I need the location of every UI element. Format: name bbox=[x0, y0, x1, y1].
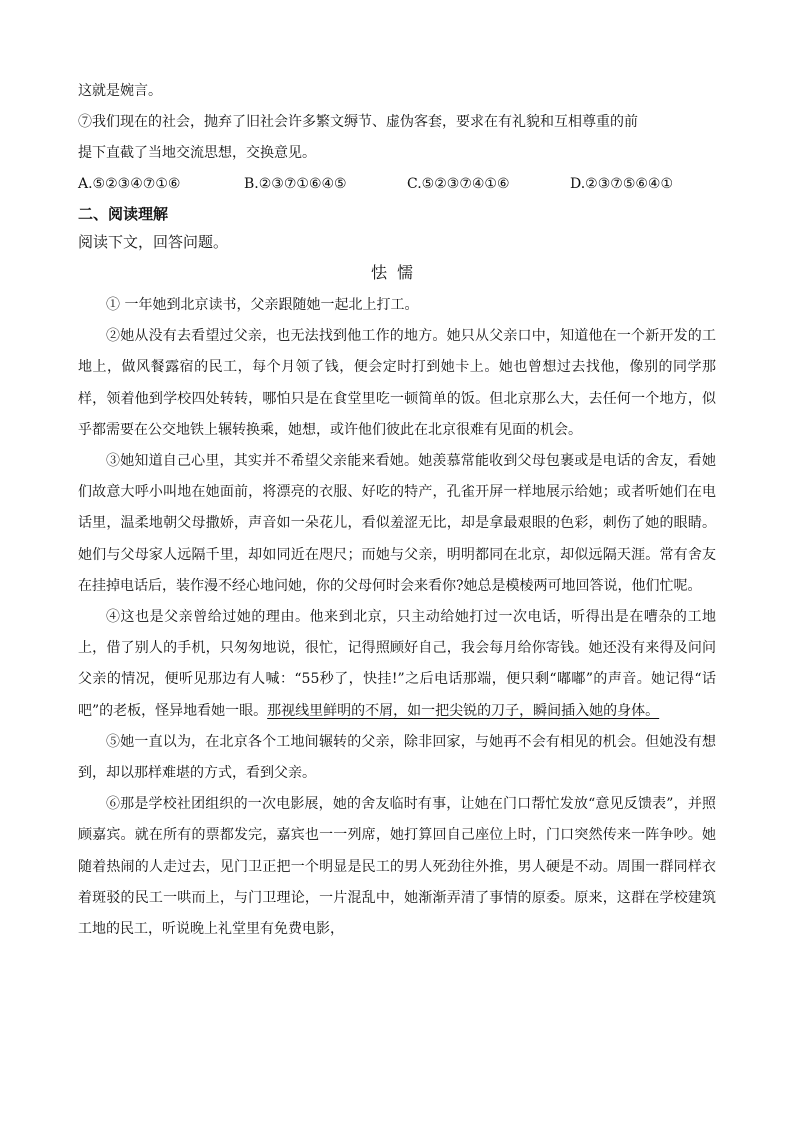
article-paragraph-4 bbox=[78, 602, 716, 727]
section-heading: 二、阅读理解 bbox=[78, 205, 169, 223]
prev-question-line-2: ⑦我们现在的社会，抛弃了旧社会许多繁文缛节、虚伪客套，要求在有礼貌和互相尊重的前 bbox=[78, 114, 638, 130]
article-paragraph-6: ⑥那是学校社团组织的一次电影展，她的舍友临时有事，让她在门口帮忙发放“意见反馈表”，并照顾嘉宾。就在所有的票都发完，嘉宾也一一列席，她打算回自己座位上时，门口突然传来一阵争吵。她随着热闹的人走过去，见门卫正把一个明显是民工的男人死劲往外推，男人硬是不动。周围一群同样衣着斑驳的民工一哄而上，与门卫理论，一片混乱中，她渐渐弄清了事情的原委。原来，这群在学校建筑工地的民工，听说晚上礼堂里有免费电影， bbox=[78, 796, 716, 938]
answer-options bbox=[78, 169, 716, 200]
prev-question-line-3: 提下直截了当地交流思想，交换意见。 bbox=[78, 145, 316, 161]
article-paragraph-2: ②她从没有去看望过父亲，也无法找到他工作的地方。她只从父亲口中，知道他在一个新开发的工地上，做风餐露宿的民工，每个月领了钱，便会定时打到她卡上。她也曾想过去找他，像别的同学那样，领着他到学校四处转转，哪怕只是在食堂里吃一顿简单的饭。但北京那么大，去任何一个地方，似乎都需要在公交地铁上辗转换乘，她想，或许他们彼此在北京很难有见面的机会。 bbox=[78, 328, 716, 438]
article-title: 怯懦 bbox=[370, 263, 423, 282]
option-c: C.⑤②③⑦④①⑥ bbox=[407, 176, 510, 192]
underlined-sentence: 那视线里鲜明的不屑，如一把尖锐的刀子，瞬间插入她的身体。 bbox=[267, 702, 660, 719]
option-b: B.②③⑦①⑥④⑤ bbox=[244, 176, 347, 192]
section-instruction: 阅读下文，回答问题。 bbox=[78, 233, 229, 251]
prev-question-line-1: 这就是婉言。 bbox=[78, 83, 162, 99]
article-paragraph-5: ⑤她一直以为，在北京各个工地间辗转的父亲，除非回家，与她再不会有相见的机会。但她没有想到，却以那样难堪的方式，看到父亲。 bbox=[78, 733, 716, 782]
option-a: A.⑤②③④⑦①⑥ bbox=[78, 176, 181, 192]
article-paragraph-1: ① 一年她到北京读书，父亲跟随她一起北上打工。 bbox=[106, 297, 419, 313]
article-paragraph-3: ③她知道自己心里，其实并不希望父亲能来看她。她羡慕常能收到父母包裹或是电话的舍友，看她们故意大呼小叫地在她面前，将漂亮的衣服、好吃的特产，孔雀开屏一样地展示给她；或者听她们在电话里，温柔地朝父母撒娇，声音如一朵花儿，看似羞涩无比，却是拿最艰眼的色彩，刺伤了她的眼睛。她们与父母家人远隔千里，却如同近在咫尺；而她与父亲，明明都同在北京，却似远隔天涯。常有舍友在挂掉电话后，装作漫不经心地问她，你的父母何时会来看你?她总是模棱两可地回答说，他们忙呢。 bbox=[78, 453, 716, 594]
paragraph-4-text: ④这也是父亲曾给过她的理由。他来到北京，只主动给她打过一次电话，听得出是在嘈杂的工地上，借了别人的手机，只匆匆地说，很忙，记得照顾好自己，我会每月给你寄钱。她还没有来得及问问父亲的情况，便听见那边有人喊：“55秒了，快挂!”之后电话那端，便只剩“嘟嘟”的声音。她记得“话吧”的老板，怪异地看她一眼。 bbox=[78, 609, 716, 719]
option-d: D.②③⑦⑤⑥④① bbox=[570, 176, 674, 192]
